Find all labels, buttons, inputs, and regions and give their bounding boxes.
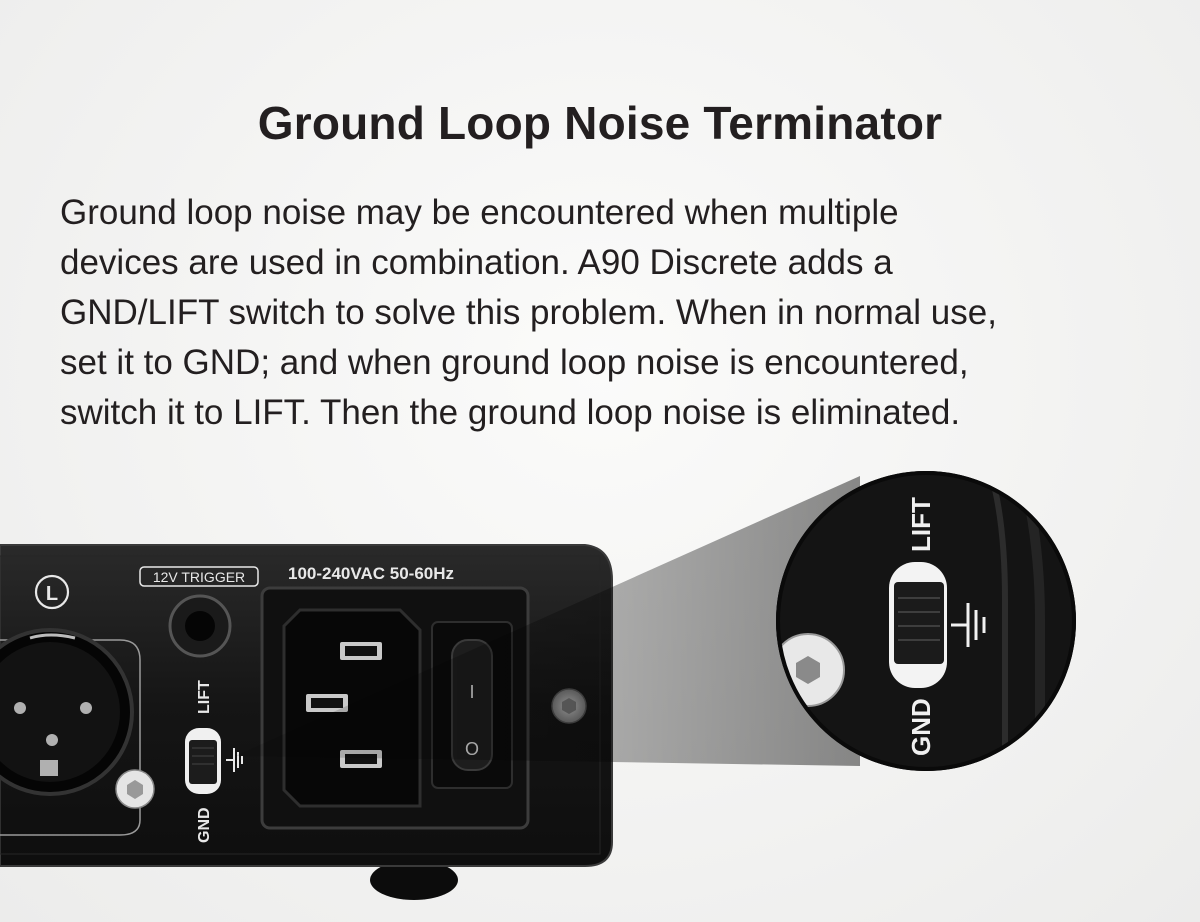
page-title: Ground Loop Noise Terminator [257, 97, 943, 149]
channel-l-label: L [45, 583, 59, 605]
switch-lift-label: LIFT [196, 680, 213, 714]
device-rear-panel-photo [0, 460, 1200, 922]
description-line: GND/LIFT switch to solve this problem. When in normal use, [60, 293, 997, 332]
description-line: switch it to LIFT. Then the ground loop noise is eliminated. [60, 393, 961, 432]
inset-gnd-label: GND [906, 698, 936, 756]
inset-lift-label: LIFT [906, 497, 936, 552]
trigger-label: 12V TRIGGER [152, 569, 246, 585]
description-line: devices are used in combination. A90 Discrete adds a [60, 243, 893, 282]
description-line: set it to GND; and when ground loop noise is encountered, [60, 343, 969, 382]
switch-gnd-label: GND [196, 807, 213, 843]
feature-description [60, 188, 1160, 438]
hex-screw [116, 770, 154, 808]
description-line: Ground loop noise may be encountered when multiple [60, 193, 899, 232]
power-spec-label: 100-240VAC 50-60Hz [288, 564, 454, 583]
